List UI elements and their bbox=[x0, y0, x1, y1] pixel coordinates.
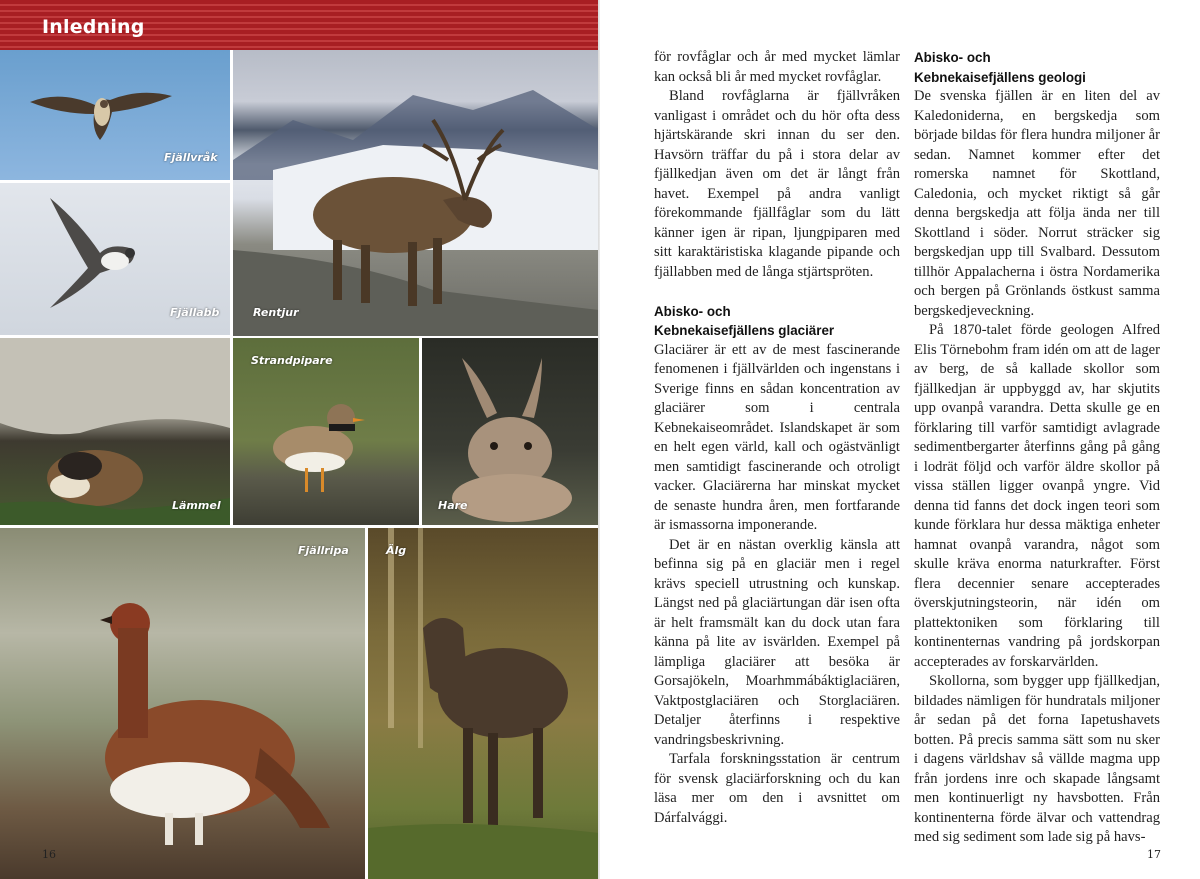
paragraph: Det är en nästan overklig känsla att befinna sig på en glaciär men i regel krävs speciell utrustning och kunskap. Längst ned på glaciärtungan där isen ofta är helt framsmält kan du dock utan fara känna på lite av isvärlden. Exempel på lämpliga glaciärer att besöka är Gorsajökeln, Moarhmmábáktiglaciären, Vaktpostglaciären och Storglaciären. Detaljer återfinns i respektive vandringsbeskrivning. bbox=[654, 536, 900, 748]
photo-rough-legged-buzzard bbox=[0, 50, 230, 180]
paragraph: Skollorna, som bygger upp fjällkedjan, bildades nämligen för hundratals miljoner år sedan på det forna Iapetushavets botten. På precis samma sätt som nu sker i dagens världshav så vällde magma upp från jordens inre och skapade långsamt men kontinuerligt ny havsbotten. Från kontinenterna förde älvar och vattendrag med sig sediment som lade sig på havs- bbox=[914, 673, 1160, 845]
photo-caption: Hare bbox=[438, 499, 468, 512]
photo-lemming bbox=[0, 338, 230, 525]
photo-caption: Strandpipare bbox=[251, 354, 333, 367]
photo-caption: Fjällabb bbox=[170, 306, 220, 319]
paragraph: På 1870-talet förde geologen Alfred Elis Törnebohm fram idén om att de lager av berg, de så kallade skollor som fjällkedjan är uppbyggd av, har skjutits upp ovanpå varandra. Detta skulle ge en förklaring till varför samtidigt avlagrade sedimentbergarter återfinns gång på gång i lodrät följd och varför äldre skollor på vissa ställen ligger ovanpå yngre. Vid denna tid fanns det dock ingen teori som kunde förklara hur dessa mäktiga enheter hamnat ovanpå varandra, något som skulle kräva enorma naturkrafter. Först flera decennier senare accepterades överskjutningsteorin, när idén om plattektoniken som förklaring till kontinenternas vandring på jordskorpan accepterades av forskarvärlden. bbox=[914, 322, 1160, 670]
paragraph: Glaciärer är ett av de mest fascinerande fenomenen i fjällvärlden och ingenstans i Sverige finns en sådan koncentration av glaciärer som i centrala Kebnekaiseområdet. Islandskapet är som en helt egen värld, kall och ogästvänligt men samtidigt fascinerande och otroligt vacker. Glaciärerna har minskat mycket de senaste hundra åren, men fortfarande är ismassorna imponerande. bbox=[654, 341, 900, 533]
text-column-2 bbox=[914, 48, 1160, 848]
photo-mountain-hare bbox=[422, 338, 599, 525]
photo-reindeer bbox=[233, 50, 599, 336]
reindeer-illustration bbox=[233, 50, 599, 336]
text-column-1 bbox=[654, 48, 900, 828]
photo-moose bbox=[368, 528, 599, 879]
photo-willow-ptarmigan bbox=[0, 528, 365, 879]
lemming-illustration bbox=[0, 338, 230, 525]
moose-illustration bbox=[368, 528, 599, 879]
ptarmigan-illustration bbox=[0, 528, 365, 879]
photo-caption: Fjällvråk bbox=[164, 151, 218, 164]
hare-illustration bbox=[422, 338, 599, 525]
section-heading-line1: Abisko- och bbox=[914, 50, 991, 65]
photo-ringed-plover bbox=[233, 338, 419, 525]
section-heading-line2: Kebnekaisefjällens geologi bbox=[914, 69, 1086, 85]
paragraph: De svenska fjällen är en liten del av Kaledoniderna, en bergskedja som började bildas för flera hundra miljoner år sedan. Namnet kommer efter det romerska namnet för Skottland, Caledonia, och mycket riktigt så går denna bergskedja att följa ända ner till Skottland i söder. Norrut sträcker sig bergskedjan upp till Svalbard. Dessutom tillhör Appalacherna i östra Nordamerika och bergen på Grönlands östkust samma bergskedjeveckning. bbox=[914, 88, 1160, 319]
paragraph: Bland rovfåglarna är fjällvråken vanligast i området och du hör ofta dess hjärtskärande skri innan du ser den. Havsörn träffar du på i stora delar av fjällkedjan även om det är långt från havet. Exempel på andra vanligt förekommande fjällfåglar som du lätt känner igen är ripan, ljungpiparen med sitt karaktäristiska klagande pipande och fjällabben med de långa stjärtspröten. bbox=[654, 88, 900, 280]
page-number: 17 bbox=[1147, 848, 1161, 861]
section-header bbox=[0, 0, 600, 50]
photo-caption: Älg bbox=[386, 544, 407, 557]
photo-caption: Rentjur bbox=[253, 306, 299, 319]
paragraph: Tarfala forskningsstation är centrum för svensk glaciärforskning och du kan läsa mer om den i avsnittet om Dárfalvággi. bbox=[654, 751, 900, 826]
section-title: Inledning bbox=[42, 16, 145, 38]
photo-caption: Fjällripa bbox=[298, 544, 349, 557]
photo-caption: Lämmel bbox=[172, 499, 221, 512]
section-heading-line2: Kebnekaisefjällens glaciärer bbox=[654, 323, 835, 338]
photo-long-tailed-skua bbox=[0, 183, 230, 335]
section-heading-line1: Abisko- och bbox=[654, 303, 731, 319]
paragraph: för rovfåglar och år med mycket lämlar kan också bli år med mycket rovfåglar. bbox=[654, 49, 900, 85]
page-number: 16 bbox=[42, 848, 56, 861]
